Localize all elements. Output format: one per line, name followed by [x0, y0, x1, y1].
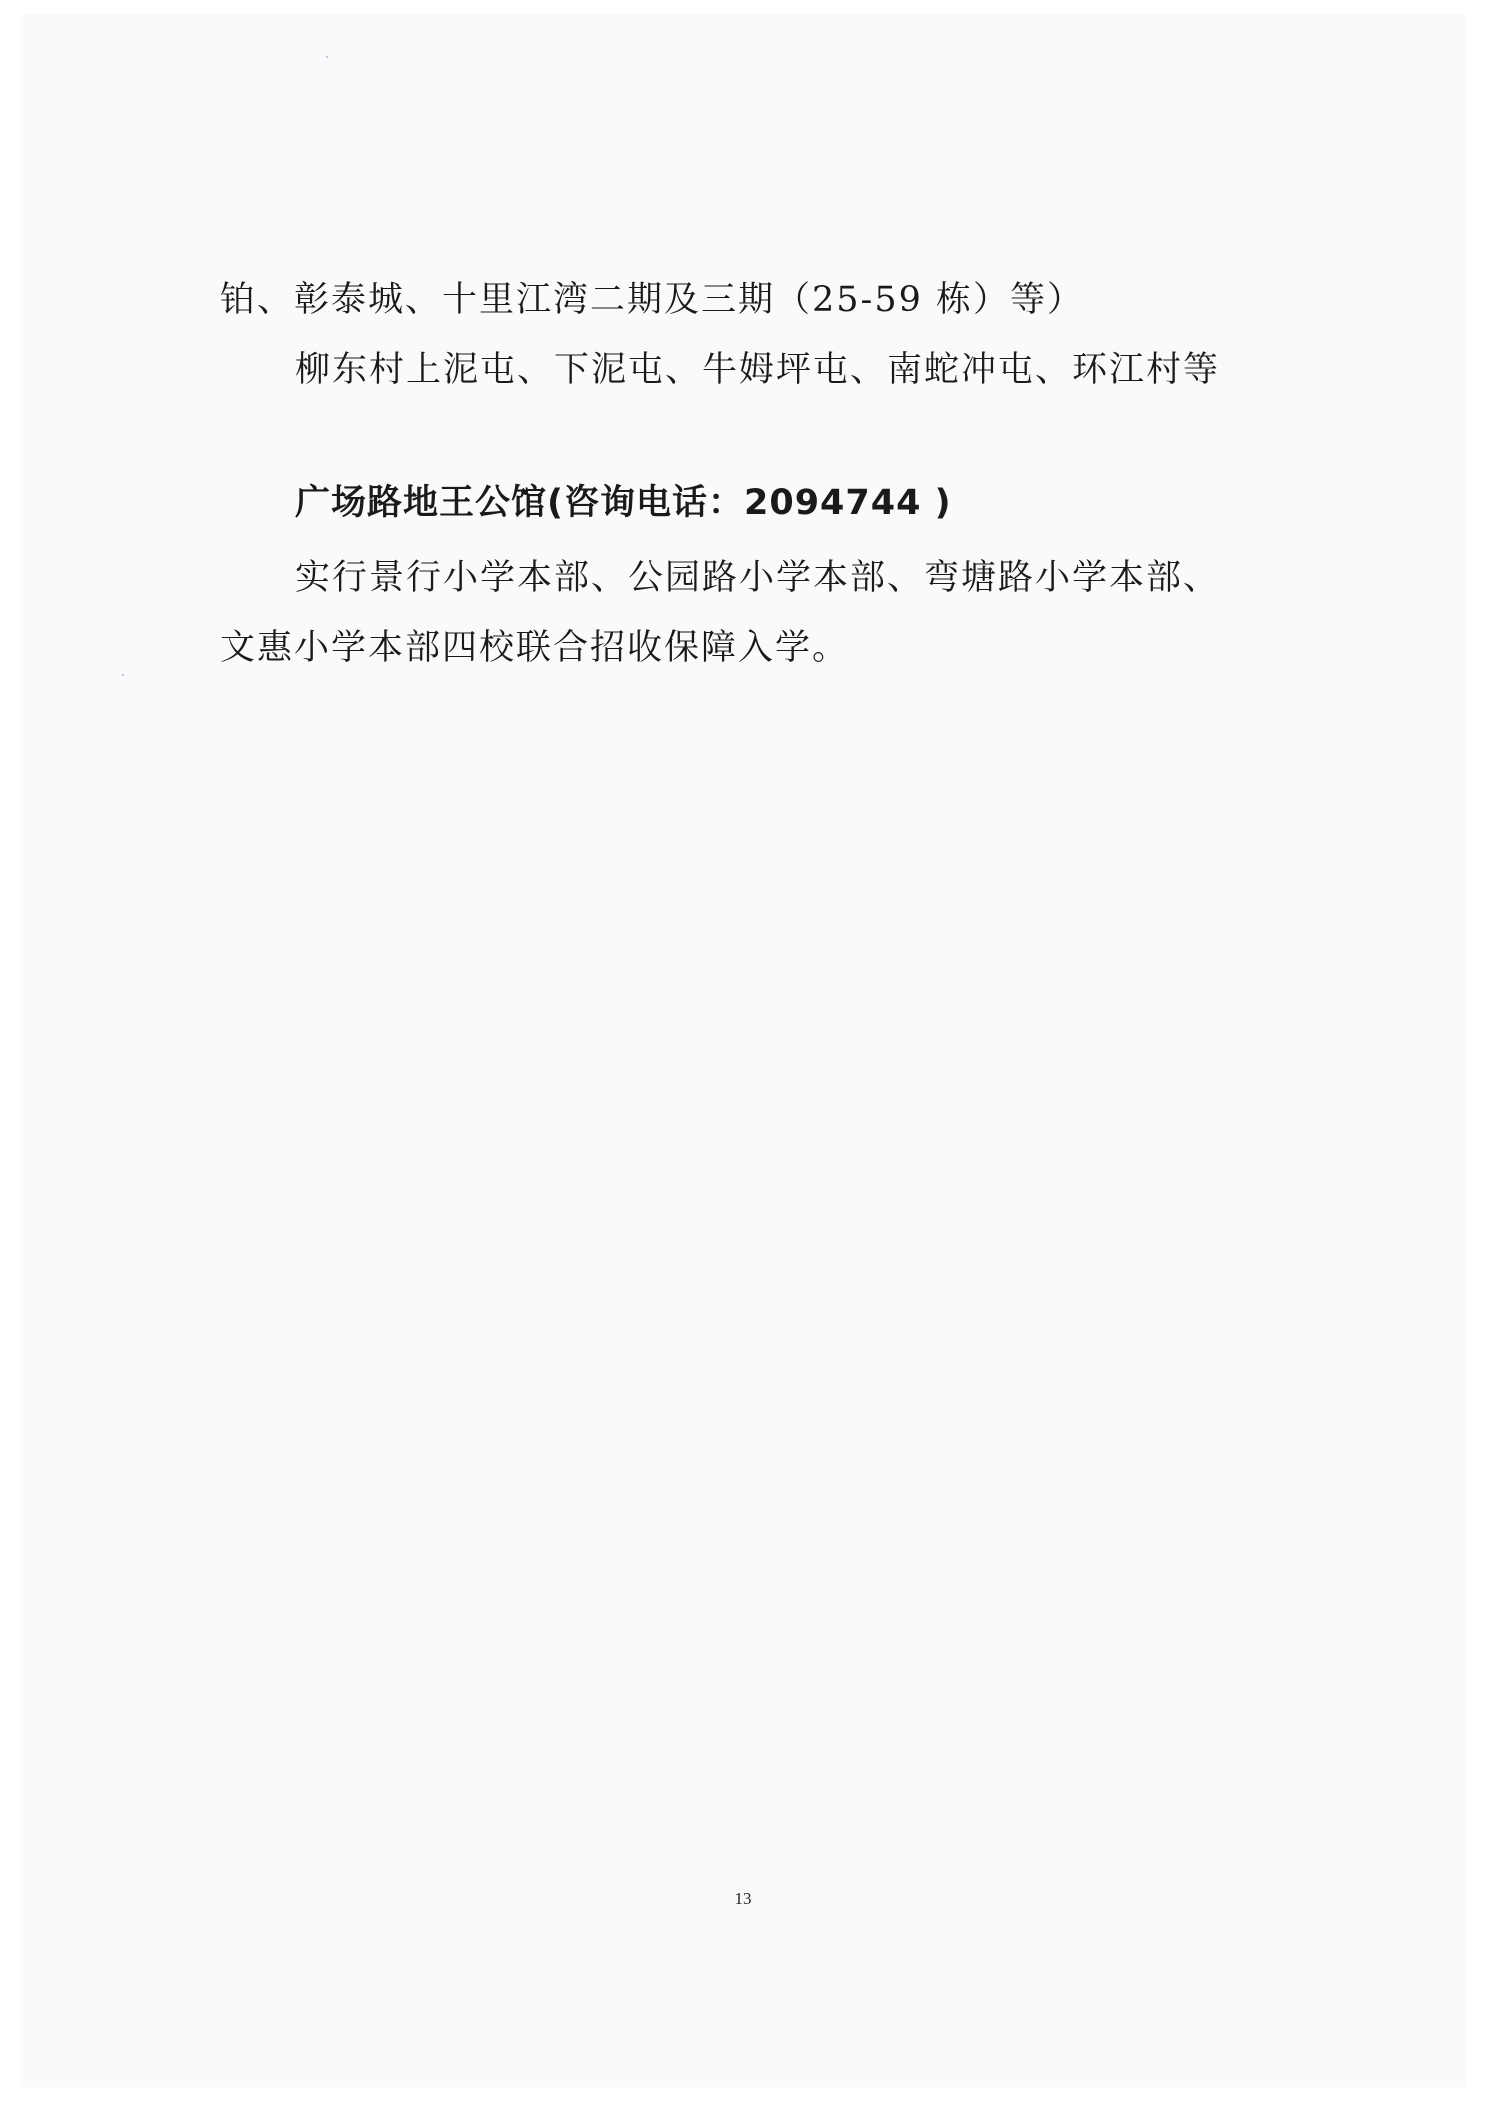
body-line-3: 实行景行小学本部、公园路小学本部、弯塘路小学本部、	[295, 558, 1221, 598]
body-line-2: 柳东村上泥屯、下泥屯、牛姆坪屯、南蛇冲屯、环江村等	[295, 350, 1221, 390]
page-number: 13	[734, 1889, 752, 1908]
body-line-1: 铂、彰泰城、十里江湾二期及三期（25-59 栋）等）	[220, 280, 1085, 320]
scan-speck	[326, 56, 328, 58]
scan-speck	[122, 674, 124, 676]
document-page	[22, 16, 1464, 2086]
section-heading: 广场路地王公馆(咨询电话：2094744 )	[295, 483, 952, 523]
body-line-4: 文惠小学本部四校联合招收保障入学。	[220, 628, 850, 668]
